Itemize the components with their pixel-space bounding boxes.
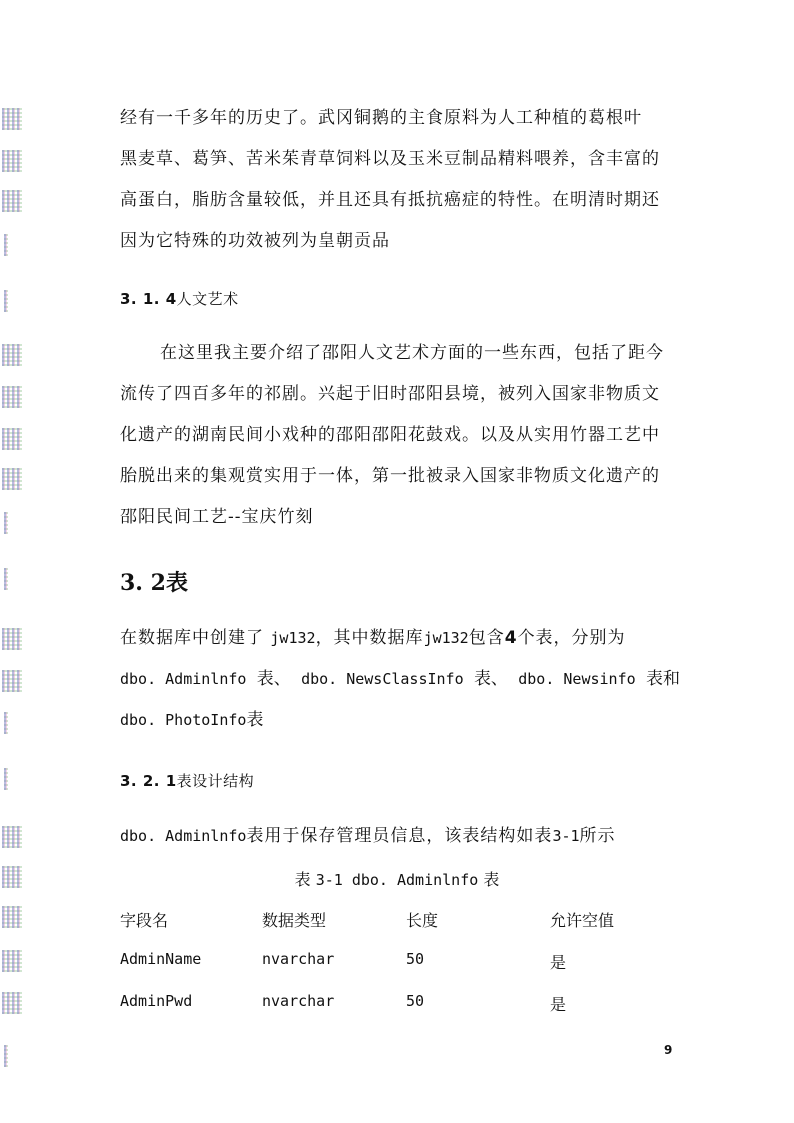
scan-mark	[4, 768, 8, 790]
text-run: 表、	[473, 669, 508, 689]
section-heading-3-1-4	[120, 288, 239, 309]
section-number: 3. 2	[120, 570, 166, 596]
scan-mark	[4, 234, 8, 256]
text-line: 胎脱出来的集观赏实用于一体，第一批被录入国家非物质文化遗产的	[120, 466, 660, 486]
scan-mark	[2, 386, 22, 408]
table-cell: 是	[550, 995, 567, 1014]
scan-mark	[2, 950, 22, 972]
column-header: 字段名	[120, 911, 169, 930]
scan-mark	[4, 568, 8, 590]
table-row	[120, 942, 680, 984]
table-cell: AdminPwd	[120, 992, 193, 1010]
text-run: ，其中数据库	[315, 628, 424, 648]
section-heading-3-2-1	[120, 770, 254, 791]
text-run: 在数据库中创建了	[120, 628, 271, 648]
text-run: 个表，分别为	[517, 628, 626, 648]
paragraph-goose-history	[120, 98, 680, 262]
column-header: 长度	[406, 911, 439, 930]
scan-mark	[2, 428, 22, 450]
table-cell: nvarchar	[262, 992, 335, 1010]
text-line	[120, 618, 680, 659]
table-ref: 3-1	[552, 827, 580, 845]
table-ref: 3-1 dbo. Adminlnfo	[315, 871, 479, 889]
scan-mark	[2, 628, 22, 650]
text-line: 经有一千多年的历史了。武冈铜鹅的主食原料为人工种植的葛根叶	[120, 108, 642, 128]
paragraph-database-tables	[120, 618, 680, 741]
scan-mark	[2, 670, 22, 692]
section-number: 3. 1. 4	[120, 290, 177, 308]
text-line: 化遗产的湖南民间小戏种的邵阳邵阳花鼓戏。以及从实用竹器工艺中	[120, 425, 660, 445]
section-title: 表设计结构	[176, 772, 255, 790]
scan-mark	[2, 190, 22, 212]
text-line: 流传了四百多年的祁剧。兴起于旧时邵阳县境，被列入国家非物质文	[120, 384, 660, 404]
admin-info-table	[120, 900, 680, 1026]
column-header: 数据类型	[262, 911, 327, 930]
paragraph-admin-table	[120, 816, 680, 857]
database-name: jw132	[423, 629, 469, 647]
scan-mark	[2, 906, 22, 928]
section-title: 表	[165, 570, 188, 596]
text-run: 所示	[579, 826, 616, 846]
table-name: dbo. Newsinfo	[518, 670, 636, 688]
text-line: 在这里我主要介绍了邵阳人文艺术方面的一些东西，包括了距今	[160, 343, 664, 363]
scan-mark	[4, 712, 8, 734]
text-line	[120, 659, 680, 700]
column-header: 允许空值	[550, 911, 615, 930]
scan-mark	[2, 150, 22, 172]
text-line: 因为它特殊的功效被列为皇朝贡品	[120, 231, 390, 251]
text-run: 表和	[645, 669, 680, 689]
scan-mark	[4, 1045, 8, 1067]
text-run: 表	[246, 710, 265, 730]
scan-mark	[2, 468, 22, 490]
text-line: 邵阳民间工艺--宝庆竹刻	[120, 507, 314, 527]
scan-mark	[2, 344, 22, 366]
table-cell: 50	[406, 992, 425, 1010]
table-cell: nvarchar	[262, 950, 335, 968]
section-heading-3-2	[120, 566, 188, 597]
table-cell: AdminName	[120, 950, 202, 968]
table-cell: 50	[406, 950, 425, 968]
table-row	[120, 984, 680, 1026]
text-run: 包含	[468, 628, 505, 648]
scan-mark	[4, 290, 8, 312]
table-name: dbo. NewsClassInfo	[301, 670, 464, 688]
scan-mark	[2, 992, 22, 1014]
table-header-row	[120, 900, 680, 942]
scan-mark	[4, 512, 8, 534]
table-caption	[0, 867, 794, 890]
paragraph-humanities-art	[120, 333, 680, 538]
scan-mark	[2, 108, 22, 130]
section-number: 3. 2. 1	[120, 772, 177, 790]
text-line	[120, 700, 680, 741]
text-run: 表、	[256, 669, 291, 689]
table-name: dbo. Adminlnfo	[120, 827, 247, 845]
table-count: 4	[504, 628, 518, 648]
table-name: dbo. PhotoInfo	[120, 711, 247, 729]
scan-mark	[2, 826, 22, 848]
text-line	[120, 816, 680, 857]
database-name: jw132	[270, 629, 316, 647]
text-run: 表	[478, 870, 500, 889]
section-title: 人文艺术	[176, 290, 239, 308]
page-number: 9	[664, 1043, 673, 1057]
text-line: 黑麦草、葛笋、苦米茱青草饲料以及玉米豆制品精料喂养，含丰富的	[120, 149, 660, 169]
text-run: 表用于保存管理员信息，该表结构如表	[246, 826, 553, 846]
text-run: 表	[294, 870, 316, 889]
table-name: dbo. Adminlnfo	[120, 670, 247, 688]
text-line: 高蛋白，脂肪含量较低，并且还具有抵抗癌症的特性。在明清时期还	[120, 190, 660, 210]
scan-margin-artifacts	[0, 0, 30, 1123]
table-cell: 是	[550, 953, 567, 972]
